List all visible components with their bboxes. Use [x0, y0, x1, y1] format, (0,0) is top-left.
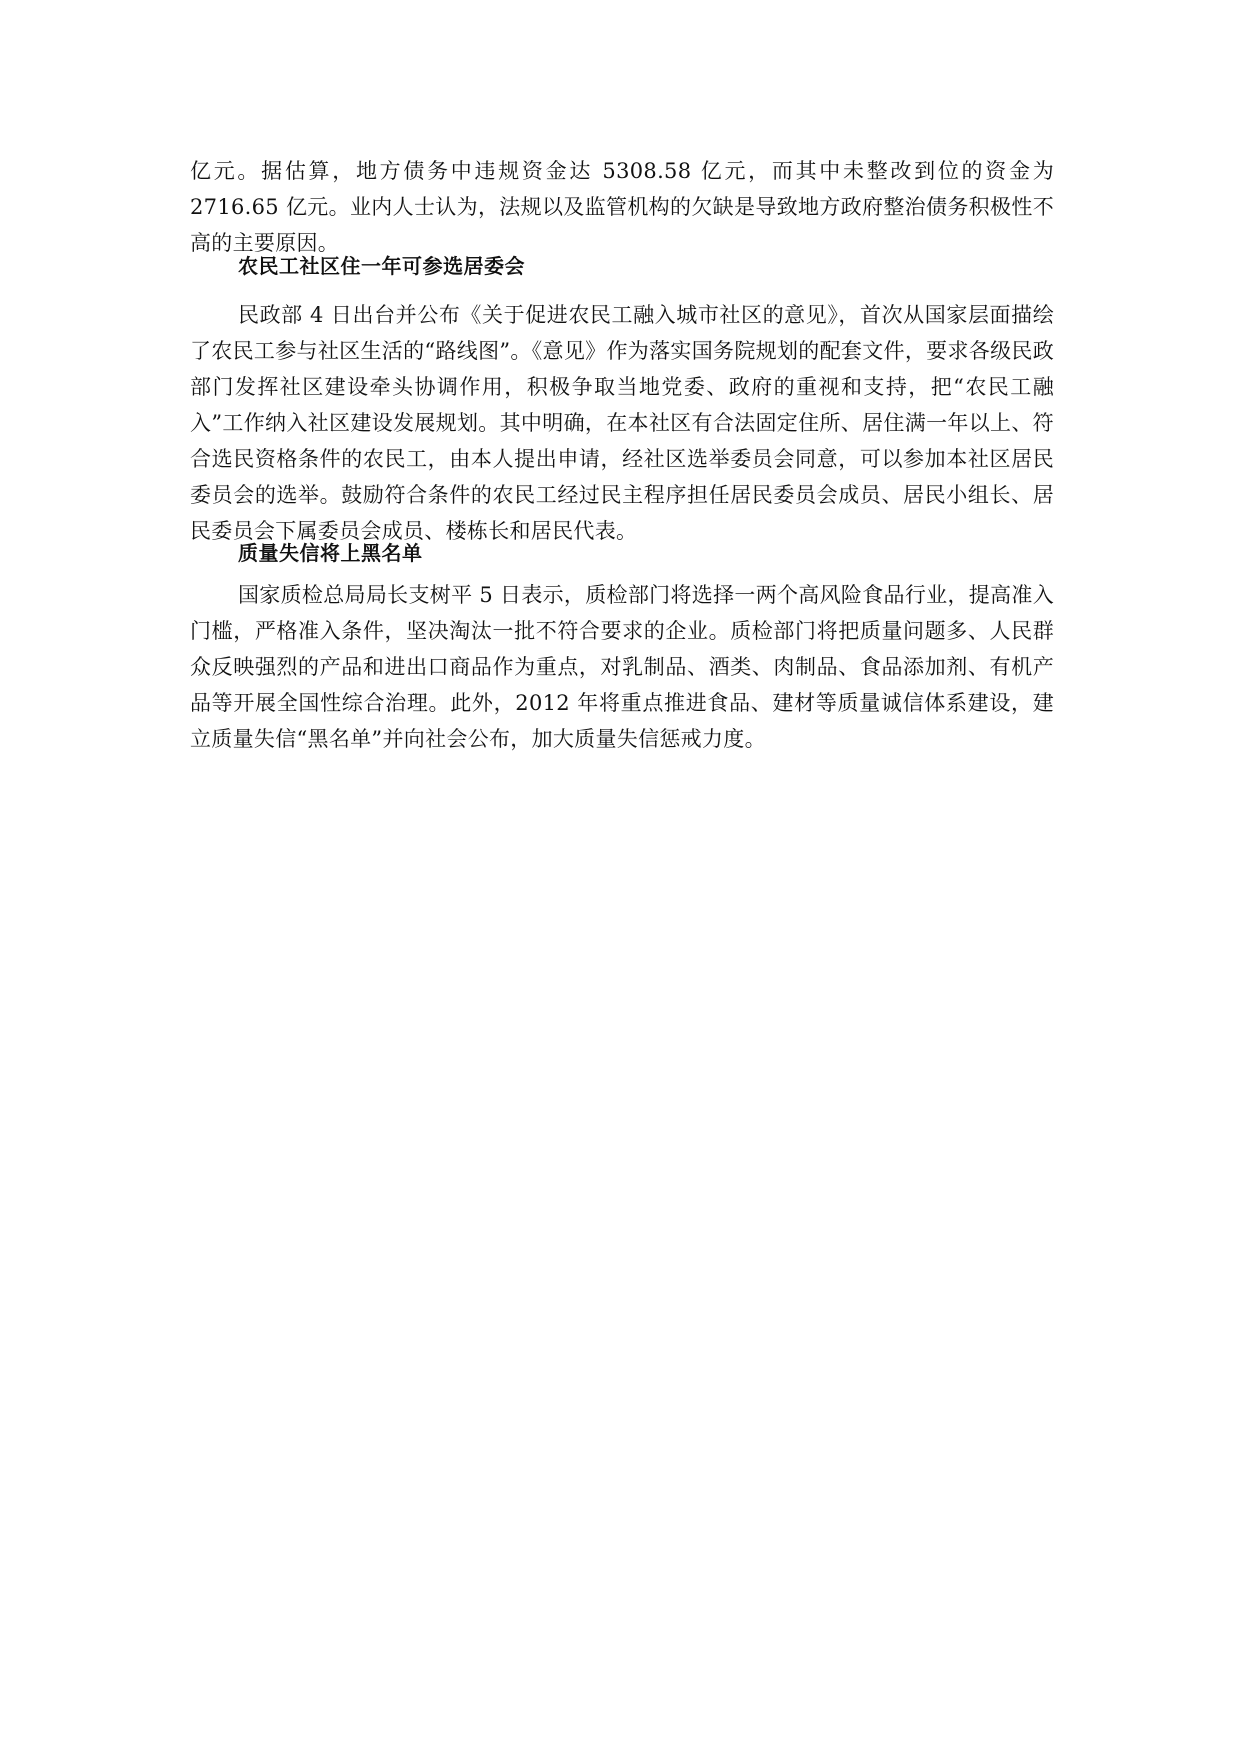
- section-heading-quality-blacklist: 质量失信将上黑名单: [238, 541, 423, 565]
- intro-block: [190, 153, 1054, 261]
- section-body-migrant-workers-block: [190, 297, 1054, 549]
- section-heading-migrant-workers: 农民工社区住一年可参选居委会: [238, 254, 525, 278]
- section-body-migrant-workers: 民政部 4 日出台并公布《关于促进农民工融入城市社区的意见》，首次从国家层面描绘了农民工参与社区生活的“路线图”。《意见》作为落实国务院规划的配套文件，要求各级民政部门发挥社区建设牵头协调作用，积极争取当地党委、政府的重视和支持，把“农民工融入”工作纳入社区建设发展规划。其中明确，在本社区有合法固定住所、居住满一年以上、符合选民资格条件的农民工，由本人提出申请，经社区选举委员会同意，可以参加本社区居民委员会的选举。鼓励符合条件的农民工经过民主程序担任居民委员会成员、居民小组长、居民委员会下属委员会成员、楼栋长和居民代表。: [190, 303, 1054, 543]
- section-body-quality-blacklist: 国家质检总局局长支树平 5 日表示，质检部门将选择一两个高风险食品行业，提高准入门槛，严格准入条件，坚决淘汰一批不符合要求的企业。质检部门将把质量问题多、人民群众反映强烈的产品和进出口商品作为重点，对乳制品、酒类、肉制品、食品添加剂、有机产品等开展全国性综合治理。此外，2012 年将重点推进食品、建材等质量诚信体系建设，建立质量失信“黑名单”并向社会公布，加大质量失信惩戒力度。: [190, 583, 1054, 751]
- intro-paragraph: 亿元。据估算，地方债务中违规资金达 5308.58 亿元，而其中未整改到位的资金为 2716.65 亿元。业内人士认为，法规以及监管机构的欠缺是导致地方政府整治债务积极性不高的主要原因。: [190, 159, 1054, 255]
- section-body-quality-blacklist-block: [190, 577, 1054, 757]
